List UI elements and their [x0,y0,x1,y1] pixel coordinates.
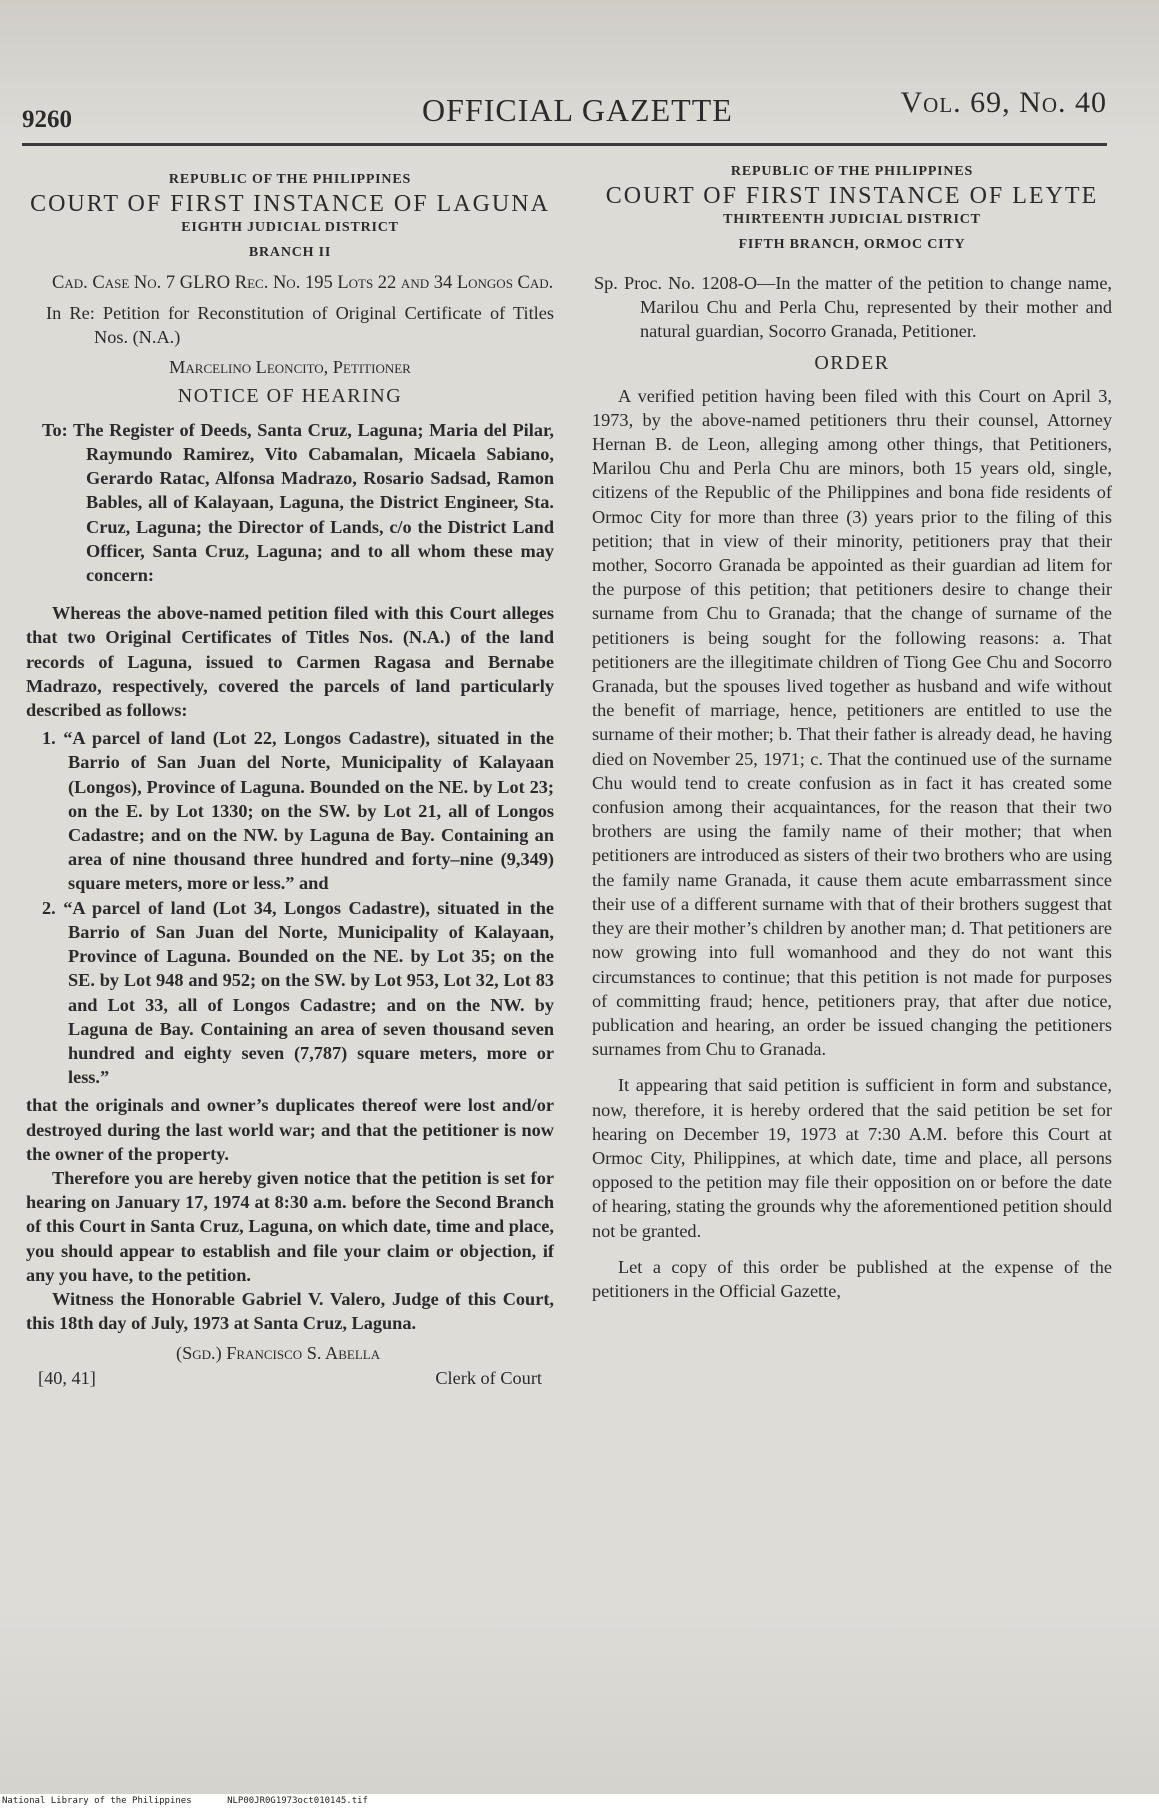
parcel-list [26,726,554,1089]
left-therefore: Therefore you are hereby given notice that the petition is set for hearing on January 17, 1974 at 8:30 a.m. before the Second Branch of this Court in Santa Cruz, Laguna, on which date, time and place, you should appear to establish and file your claim or objection, if any you have, to the petition. [26,1167,554,1285]
page-header [22,80,1107,140]
right-para-3: Let a copy of this order be published at the expense of the petitioners in the Official Gazette, [592,1256,1112,1301]
scan-footer [0,1794,1159,1808]
page-number: 9260 [22,106,72,133]
left-republic: REPUBLIC OF THE PHILIPPINES [168,172,412,187]
left-district: EIGHTH JUDICIAL DISTRICT [181,220,399,236]
parcel-item: 2. “A parcel of land (Lot 34, Longos Cadastre), situated in the Barrio of San Juan del Norte, Municipality of Kalayaan, Province of Laguna. Bounded on the NE. by Lot 35; on the SE. by Lot 948 and 952; on the SW. by Lot 953, Lot 32, Lot 83 and Lot 33, all of Longos Cadastre; and on the NW. by Laguna de Bay. Containing an area of seven thousand seven hundred and eighty seven (7,787) square meters, more or less.” [42,897,554,1088]
left-in-re: In Re: Petition for Reconstitution of Original Certificate of Titles Nos. (N.A.) [46,303,554,348]
clerk-title: Clerk of Court [435,1367,542,1388]
right-district: THIRTEENTH JUDICIAL DISTRICT [723,212,981,228]
left-sign-off [26,1366,554,1390]
publication-title: OFFICIAL GAZETTE [422,92,733,128]
right-republic: REPUBLIC OF THE PHILIPPINES [730,164,974,179]
issue-reference: [40, 41] [38,1367,96,1388]
header-rule [22,143,1107,146]
right-court: COURT OF FIRST INSTANCE OF LEYTE [605,183,1099,210]
right-heading: ORDER [814,352,890,375]
left-court: COURT OF FIRST INSTANCE OF LAGUNA [30,191,550,218]
left-originals: that the originals and owner’s duplicates thereof were lost and/or destroyed during the last world war; and that the petitioner is now the owner of the property. [26,1095,554,1164]
volume-number: Vol. 69, No. 40 [900,86,1107,119]
left-heading: NOTICE OF HEARING [177,384,403,407]
parcel-item: 1. “A parcel of land (Lot 22, Longos Cadastre), situated in the Barrio of San Juan del Norte, Municipality of Kalayaan (Longos), Province of Laguna. Bounded on the NE. by Lot 23; on the E. by Lot 1330; on the SW. by Lot 21, all of Longos Cadastre; and on the NW. by Laguna de Bay. Containing an area of nine thousand three hundred and forty–nine (9,349) square meters, more or less.” and [42,728,554,894]
left-witness: Witness the Honorable Gabriel V. Valero, Judge of this Court, this 18th day of July, 1973 at Santa Cruz, Laguna. [26,1288,554,1334]
right-branch: FIFTH BRANCH, ORMOC CITY [738,236,966,252]
left-petitioner: Marcelino Leoncito, Petitioner [169,357,411,378]
left-signature: (Sgd.) Francisco S. Abella [176,1343,381,1364]
right-case-number: Sp. Proc. No. 1208-O—In the matter of the petition to change name, Marilou Chu and Perla Chu, represented by their mother and natural guardian, Socorro Granada, Petitioner. [594,272,1112,342]
left-whereas: Whereas the above-named petition filed with this Court alleges that two Original Certificates of Titles Nos. (N.A.) of the land records of Laguna, issued to Carmen Ragasa and Bernabe Madrazo, respectively, covered the parcels of land particularly described as follows: [26,603,554,721]
right-para-2: It appearing that said petition is sufficient in form and substance, now, therefore, it is hereby ordered that the said petition be set for hearing on December 19, 1973 at 7:30 A.M. before this Court at Ormoc City, Philippines, at which date, time and place, all persons opposed to the petition may file their opposition on or before the date of hearing, stating the grounds why the aforementioned petition should not be granted. [592,1075,1112,1241]
left-to-block: To: The Register of Deeds, Santa Cruz, Laguna; Maria del Pilar, Raymundo Ramirez, Vito Cabamalan, Micaela Sabiano, Gerardo Ratac, Alfonsa Madrazo, Rosario Sadsad, Ramon Bables, all of Kalayaan, Laguna, the District Engineer, Sta. Cruz, Laguna; the Director of Lands, c/o the District Land Officer, Santa Cruz, Laguna; and to all whom these may concern: [42,419,554,586]
left-column [26,160,554,1390]
library-credit: National Library of the Philippines [2,1796,192,1806]
right-column [592,160,1112,1303]
right-para-1: A verified petition having been filed with this Court on April 3, 1973, by the above-named petitioners thru their counsel, Attorney Hernan B. de Leon, alleging among other things, that Petitioners, Marilou Chu and Perla Chu are minors, both 15 years old, single, citizens of the Republic of the Philippines and bona fide residents of Ormoc City for more than three (3) years prior to the filing of this petition; that in view of their minority, petitioners pray that their mother, Socorro Granada be appointed as their guardian ad litem for the purpose of this petition; that petitioners desire to change their surname from Chu to Granada; that the change of surname of the petitioners is being sought for the following reasons: a. That petitioners are the illegitimate children of Tiong Gee Chu and Socorro Granada, but the spouses lived together as husband and wife without the benefit of marriage, hence, petitioners are entitled to use the surname of their mother; b. That their father is already dead, he having died on November 25, 1971; c. That the continued use of the surname Chu would tend to create confusion as in fact it has created some confusion among their acquaintances, for the reason that their two brothers are using the family name of their mother; that when petitioners are introduced as sisters of their two brothers who are using the family name Granada, it cause them acute embarrassment since their use of a different surname with that of their brothers suggest that they are their mother’s children by another man; d. That petitioners are now growing into full womanhood and they do not want this circumstances to continue; that this petition is not made for purposes of committing fraud; hence, petitioners pray, that after due notice, publication and hearing, an order be issued changing the petitioners surnames from Chu to Granada. [592,385,1112,1060]
scan-filename: NLP00JR0G1973oct010145.tif [227,1796,368,1806]
left-case-number: Cad. Case No. 7 GLRO Rec. No. 195 Lots 22 and 34 Longos Cad. [52,272,554,293]
left-branch: BRANCH II [248,244,332,260]
